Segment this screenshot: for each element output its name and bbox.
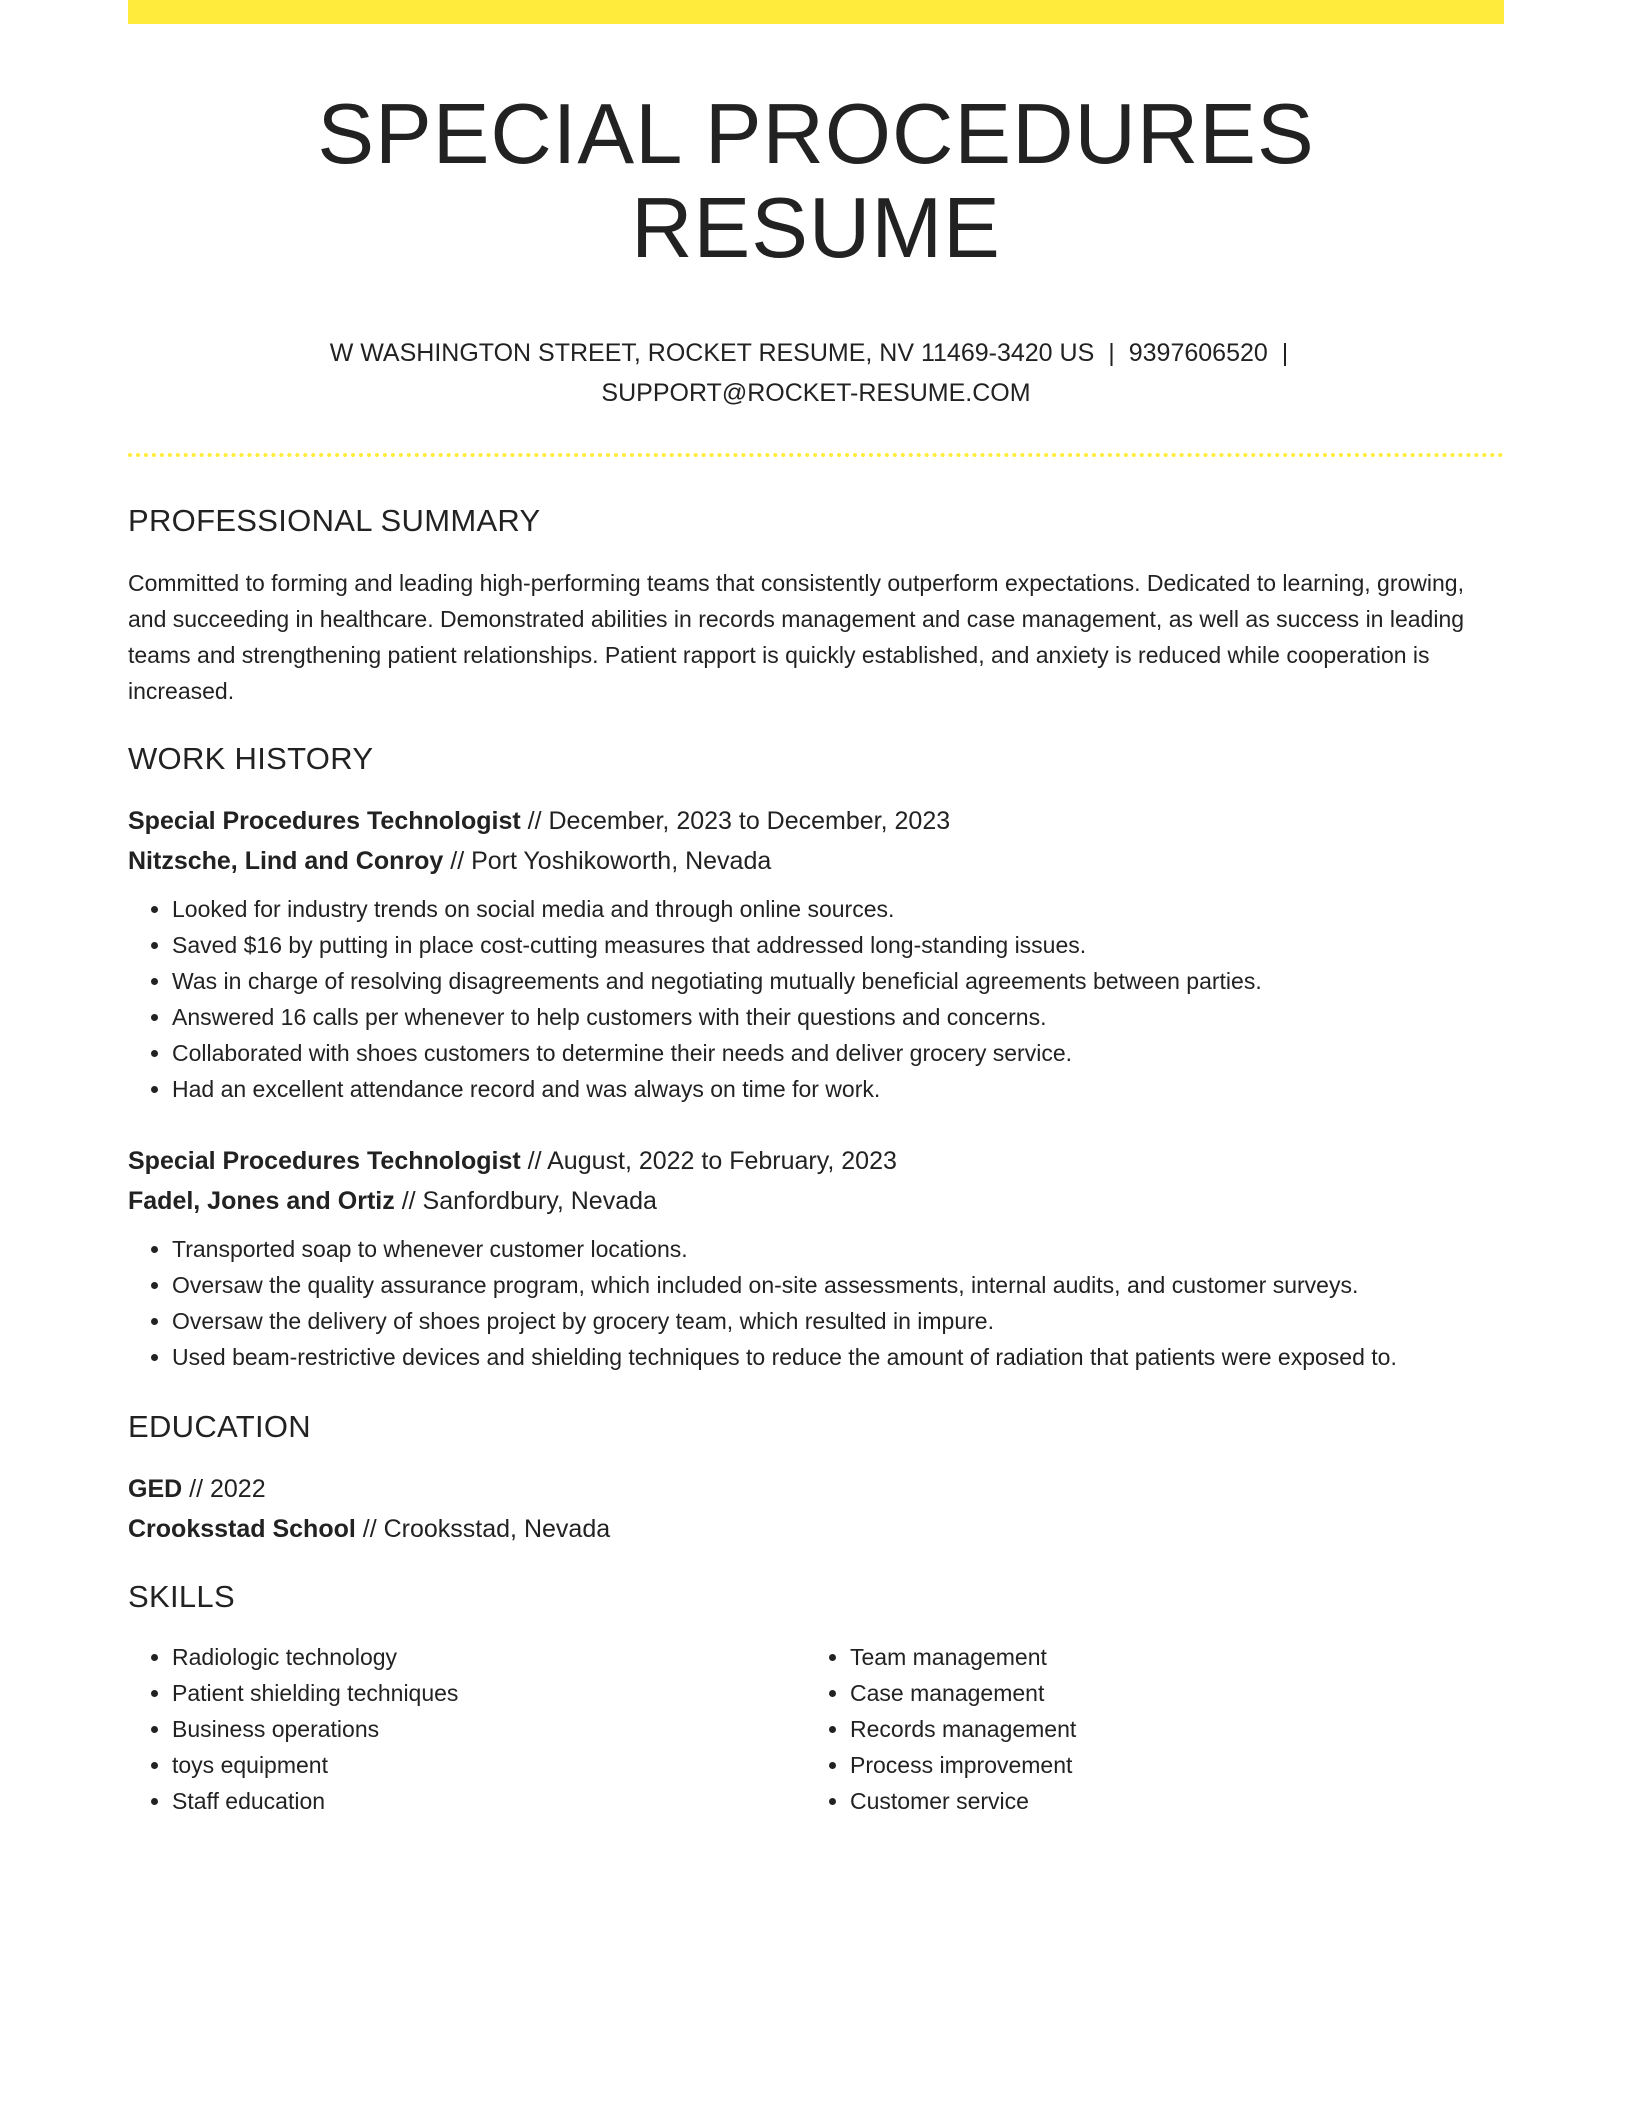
job-bullets <box>128 1231 1504 1375</box>
skill-item: • Process improvement <box>850 1747 1484 1783</box>
job-company: Nitzsche, Lind and Conroy <box>128 847 444 875</box>
skills-list <box>128 1639 806 1819</box>
skills-column-right <box>806 1639 1484 1819</box>
education-school-line <box>128 1509 1504 1549</box>
skill-item: • Records management <box>850 1711 1484 1747</box>
resume-page <box>128 0 1504 1819</box>
list-item: • Looked for industry trends on social media and through online sources. <box>172 891 1504 927</box>
job-title-line <box>128 1141 1504 1181</box>
job-title: Special Procedures Technologist <box>128 807 521 835</box>
job-bullets <box>128 891 1504 1107</box>
dotted-divider <box>128 453 1504 457</box>
list-item: • Used beam-restrictive devices and shielding techniques to reduce the amount of radiation that patients were exposed to. <box>172 1339 1504 1375</box>
job-title-line <box>128 801 1504 841</box>
job-entry <box>128 1141 1504 1375</box>
skill-item: • Business operations <box>172 1711 806 1747</box>
list-item: • Had an excellent attendance record and was always on time for work. <box>172 1071 1504 1107</box>
job-title: Special Procedures Technologist <box>128 1147 521 1175</box>
list-item: • Was in charge of resolving disagreements and negotiating mutually beneficial agreements between parties. <box>172 963 1504 999</box>
list-item: • Oversaw the delivery of shoes project by grocery team, which resulted in impure. <box>172 1303 1504 1339</box>
address: W WASHINGTON STREET, ROCKET RESUME, NV 11469-3420 US <box>329 339 1095 367</box>
job-entry <box>128 801 1504 1107</box>
skill-item: • Customer service <box>850 1783 1484 1819</box>
email: SUPPORT@ROCKET-RESUME.COM <box>601 379 1031 407</box>
skill-item: • Radiologic technology <box>172 1639 806 1675</box>
skill-item: • Case management <box>850 1675 1484 1711</box>
education-year: // 2022 <box>189 1475 266 1503</box>
skills-grid <box>128 1639 1504 1819</box>
top-accent-bar <box>128 0 1504 24</box>
work-history-heading: WORK HISTORY <box>128 741 374 776</box>
contact-separator: | <box>1108 339 1115 367</box>
skill-item: • Staff education <box>172 1783 806 1819</box>
job-dates: // December, 2023 to December, 2023 <box>527 807 951 835</box>
job-dates: // August, 2022 to February, 2023 <box>527 1147 897 1175</box>
skill-item: • toys equipment <box>172 1747 806 1783</box>
list-item: • Collaborated with shoes customers to determine their needs and deliver grocery service. <box>172 1035 1504 1071</box>
education-school: Crooksstad School <box>128 1515 356 1543</box>
list-item: • Answered 16 calls per whenever to help customers with their questions and concerns. <box>172 999 1504 1035</box>
job-company: Fadel, Jones and Ortiz <box>128 1187 395 1215</box>
skills-column-left <box>128 1639 806 1819</box>
list-item: • Saved $16 by putting in place cost-cutting measures that addressed long-standing issues. <box>172 927 1504 963</box>
job-location: // Port Yoshikoworth, Nevada <box>450 847 772 875</box>
list-item: • Transported soap to whenever customer locations. <box>172 1231 1504 1267</box>
education-location: // Crooksstad, Nevada <box>362 1515 611 1543</box>
skills-list <box>806 1639 1484 1819</box>
phone: 9397606520 <box>1128 339 1268 367</box>
job-company-line <box>128 841 1504 881</box>
education-entry <box>128 1469 1504 1549</box>
skill-item: • Team management <box>850 1639 1484 1675</box>
contact-separator: | <box>1281 339 1289 367</box>
education-degree: GED <box>128 1475 183 1503</box>
resume-title: SPECIAL PROCEDURES RESUME <box>317 87 1315 276</box>
education-heading: EDUCATION <box>128 1409 311 1444</box>
skill-item: • Patient shielding techniques <box>172 1675 806 1711</box>
summary-text: Committed to forming and leading high-performing teams that consistently outperform expectations. Dedicated to learning, growing, and succeeding in healthcare. Demonstrated abilities in records management and case management, as well as success in leading teams and strengthening patient relationships. Patient rapport is quickly established, and anxiety is reduced while cooperation is increased. <box>128 570 1465 704</box>
list-item: • Oversaw the quality assurance program, which included on-site assessments, internal audits, and customer surveys. <box>172 1267 1504 1303</box>
skills-heading: SKILLS <box>128 1579 235 1614</box>
summary-heading: PROFESSIONAL SUMMARY <box>128 503 541 538</box>
contact-info <box>128 333 1504 413</box>
job-company-line <box>128 1181 1504 1221</box>
education-degree-line <box>128 1469 1504 1509</box>
job-location: // Sanfordbury, Nevada <box>401 1187 657 1215</box>
